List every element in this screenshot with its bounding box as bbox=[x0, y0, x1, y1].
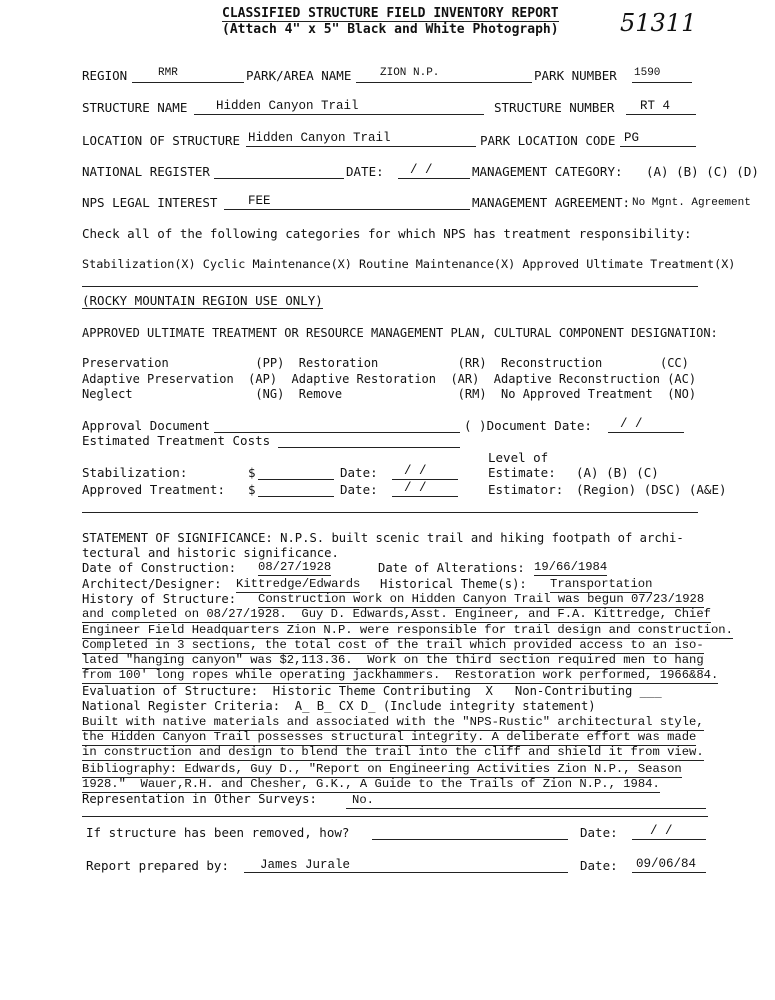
prepared-date-label: Date: bbox=[580, 858, 618, 873]
history-line-2: and completed on 08/27/1928. Guy D. Edwards,Asst. Engineer, and F.A. Kittredge, Chief bbox=[82, 607, 711, 621]
alterations-value: 19/66/1984 bbox=[534, 560, 608, 574]
representation-line bbox=[346, 808, 706, 809]
criteria-line: National Register Criteria: A_ B_ CX D_ (Include integrity statement) bbox=[82, 699, 596, 713]
handwritten-number: 51311 bbox=[620, 9, 697, 37]
stabilization-date-value: / / bbox=[404, 464, 427, 478]
prepared-date-value: 09/06/84 bbox=[636, 857, 697, 871]
structure-number-line bbox=[626, 114, 696, 115]
level-of-label: Level of bbox=[488, 450, 549, 465]
region-label: REGION bbox=[82, 68, 128, 83]
management-agreement-value: No Mgnt. Agreement bbox=[632, 197, 751, 209]
park-number-label: PARK NUMBER bbox=[534, 68, 617, 83]
categories-line: Stabilization(X) Cyclic Maintenance(X) Routine Maintenance(X) Approved Ultimate Treatment(X) bbox=[82, 257, 736, 271]
stabilization-cost-line bbox=[258, 479, 334, 480]
theme-label: Historical Theme(s): bbox=[380, 577, 527, 591]
approved-treatment-heading: APPROVED ULTIMATE TREATMENT OR RESOURCE MANAGEMENT PLAN, CULTURAL COMPONENT DESIGNATION: bbox=[82, 326, 718, 340]
date-label: DATE: bbox=[346, 164, 384, 179]
architect-value: Kittredge/Edwards bbox=[236, 577, 361, 591]
stabilization-date-label: Date: bbox=[340, 465, 378, 480]
divider-top bbox=[82, 286, 698, 287]
stabilization-dollar: $ bbox=[248, 465, 256, 480]
history-line-5: lated "hanging canyon" was $2,113.36. Work on the third section required men to hang bbox=[82, 653, 704, 667]
approved-treatment-label: Approved Treatment: bbox=[82, 482, 225, 497]
nps-legal-interest-value: FEE bbox=[248, 194, 271, 208]
approval-document-label: Approval Document bbox=[82, 418, 210, 433]
construction-label: Date of Construction: bbox=[82, 561, 237, 575]
bibliography-line-1: Bibliography: Edwards, Guy D., "Report on Engineering Activities Zion N.P., Season bbox=[82, 762, 682, 776]
region-value: RMR bbox=[158, 67, 178, 79]
integrity-line-1: Built with native materials and associated with the "NPS-Rustic" architectural style, bbox=[82, 715, 704, 729]
document-date-label: ( )Document Date: bbox=[464, 418, 592, 433]
divider-bottom bbox=[82, 816, 708, 817]
form-subtitle: (Attach 4" x 5" Black and White Photograph) bbox=[222, 22, 559, 37]
park-area-value: ZION N.P. bbox=[380, 67, 440, 79]
history-line-1: Construction work on Hidden Canyon Trail was begun 07/23/1928 bbox=[258, 592, 705, 606]
estimated-costs-line bbox=[278, 447, 460, 448]
date-value: / / bbox=[410, 163, 433, 177]
estimate-label: Estimate: bbox=[488, 465, 556, 480]
history-line-4: Completed in 3 sections, the total cost of the trail which provided access to an iso- bbox=[82, 638, 704, 652]
prepared-date-line bbox=[632, 872, 706, 873]
structure-number-value: RT 4 bbox=[640, 99, 671, 113]
treatment-row-2: Adaptive Preservation (AP) Adaptive Restoration (AR) Adaptive Reconstruction (AC) bbox=[82, 372, 697, 386]
park-area-line bbox=[356, 82, 532, 83]
structure-number-label: STRUCTURE NUMBER bbox=[494, 100, 615, 115]
location-label: LOCATION OF STRUCTURE bbox=[82, 133, 241, 148]
significance-line-1: STATEMENT OF SIGNIFICANCE: N.P.S. built scenic trail and hiking footpath of archi- bbox=[82, 531, 684, 545]
removed-date-line bbox=[632, 839, 706, 840]
approved-treatment-dollar: $ bbox=[248, 482, 256, 497]
approved-treatment-date-label: Date: bbox=[340, 482, 378, 497]
history-label: History of Structure: bbox=[82, 592, 237, 606]
treatment-row-3: Neglect (NG) Remove (RM) No Approved Treatment (NO) bbox=[82, 387, 697, 401]
treatment-row-1: Preservation (PP) Restoration (RR) Reconstruction (CC) bbox=[82, 356, 689, 370]
park-location-code-line bbox=[620, 146, 696, 147]
date-line bbox=[398, 178, 470, 179]
estimator-label: Estimator: bbox=[488, 482, 564, 497]
representation-value: No. bbox=[352, 793, 374, 807]
document-date-line bbox=[608, 432, 684, 433]
park-location-code-label: PARK LOCATION CODE bbox=[480, 133, 616, 148]
divider-middle bbox=[82, 512, 698, 513]
evaluation-line: Evaluation of Structure: Historic Theme Contributing X Non-Contributing ___ bbox=[82, 684, 662, 698]
alterations-label: Date of Alterations: bbox=[378, 561, 525, 575]
architect-label: Architect/Designer: bbox=[82, 577, 222, 591]
stabilization-label: Stabilization: bbox=[82, 465, 188, 480]
national-register-line bbox=[214, 178, 344, 179]
construction-value: 08/27/1928 bbox=[258, 560, 332, 574]
park-number-line bbox=[632, 82, 692, 83]
representation-label: Representation in Other Surveys: bbox=[82, 792, 317, 806]
integrity-line-2: the Hidden Canyon Trail possesses structural integrity. A deliberate effort was made bbox=[82, 730, 697, 744]
stabilization-date-line bbox=[392, 479, 458, 480]
location-line bbox=[246, 146, 476, 147]
structure-name-value: Hidden Canyon Trail bbox=[216, 99, 359, 113]
estimated-costs-label: Estimated Treatment Costs bbox=[82, 433, 271, 448]
rocky-mountain-label: (ROCKY MOUNTAIN REGION USE ONLY) bbox=[82, 293, 323, 308]
estimate-options: (A) (B) (C) bbox=[576, 465, 659, 480]
approved-treatment-date-line bbox=[392, 496, 458, 497]
management-category-options: (A) (B) (C) (D) bbox=[646, 164, 759, 179]
removed-line bbox=[372, 839, 568, 840]
removed-date-value: / / bbox=[650, 824, 673, 838]
national-register-label: NATIONAL REGISTER bbox=[82, 164, 210, 179]
park-location-code-value: PG bbox=[624, 131, 640, 145]
management-category-label: MANAGEMENT CATEGORY: bbox=[472, 164, 623, 179]
significance-line-2: tectural and historic significance. bbox=[82, 546, 339, 560]
nps-legal-interest-label: NPS LEGAL INTEREST bbox=[82, 195, 218, 210]
check-all-text: Check all of the following categories for which NPS has treatment responsibility: bbox=[82, 226, 692, 241]
prepared-line bbox=[244, 872, 568, 873]
park-number-value: 1590 bbox=[634, 67, 661, 79]
park-area-label: PARK/AREA NAME bbox=[246, 68, 352, 83]
history-line-6: from 100' long ropes while operating jackhammers. Restoration work performed, 1966&84. bbox=[82, 668, 719, 682]
theme-value: Transportation bbox=[550, 577, 653, 591]
prepared-value: James Jurale bbox=[260, 858, 351, 872]
removed-date-label: Date: bbox=[580, 825, 618, 840]
removed-label: If structure has been removed, how? bbox=[86, 825, 350, 840]
prepared-label: Report prepared by: bbox=[86, 858, 229, 873]
integrity-line-3: in construction and design to blend the trail into the cliff and shield it from view. bbox=[82, 745, 704, 759]
region-line bbox=[132, 82, 244, 83]
approved-treatment-cost-line bbox=[258, 496, 334, 497]
approved-treatment-date-value: / / bbox=[404, 481, 427, 495]
bibliography-line-2: 1928." Wauer,R.H. and Chesher, G.K., A Guide to the Trails of Zion N.P., 1984. bbox=[82, 777, 660, 791]
nps-legal-interest-line bbox=[224, 209, 470, 210]
structure-name-line bbox=[194, 114, 484, 115]
structure-name-label: STRUCTURE NAME bbox=[82, 100, 188, 115]
location-value: Hidden Canyon Trail bbox=[248, 131, 391, 145]
history-line-3: Engineer Field Headquarters Zion N.P. were responsible for trail design and construction. bbox=[82, 623, 733, 637]
estimator-options: (Region) (DSC) (A&E) bbox=[576, 482, 727, 497]
form-title: CLASSIFIED STRUCTURE FIELD INVENTORY REPORT bbox=[222, 6, 559, 21]
management-agreement-label: MANAGEMENT AGREEMENT: bbox=[472, 195, 631, 210]
document-date-value: / / bbox=[620, 417, 643, 431]
